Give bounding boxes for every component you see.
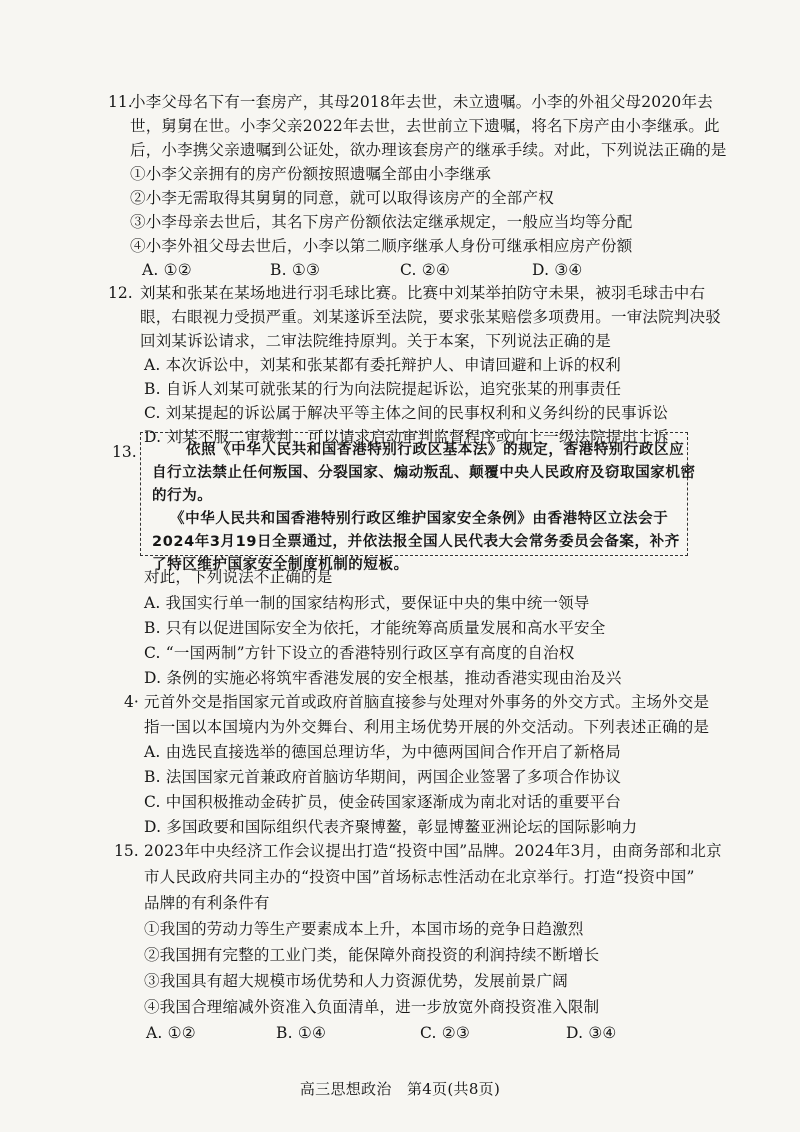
option-d[interactable]: D. ③④ (532, 261, 583, 279)
option-a[interactable]: A. 我国实行单一制的国家结构形式，要保证中央的集中统一领导 (144, 594, 590, 612)
option-a[interactable]: A. 本次诉讼中，刘某和张某都有委托辩护人、申请回避和上诉的权利 (144, 356, 621, 374)
option-c[interactable]: C. 刘某提起的诉讼属于解决平等主体之间的民事权利和义务纠纷的民事诉讼 (144, 404, 669, 422)
question-number: 11. (108, 93, 133, 111)
question-text-line: 刘某和张某在某场地进行羽毛球比赛。比赛中刘某举拍防守未果，被羽毛球击中右 (140, 284, 706, 302)
option-c[interactable]: C. ②③ (420, 1024, 470, 1042)
question-number: 13. (112, 443, 137, 461)
page-footer: 高三思想政治 第4页(共8页) (299, 1080, 501, 1098)
option-c[interactable]: C. ②④ (400, 261, 450, 279)
statement-2: ②小李无需取得其舅舅的同意，就可以取得该房产的全部产权 (130, 189, 554, 207)
statement-1: ①小李父亲拥有的房产份额按照遗嘱全部由小李继承 (130, 165, 492, 183)
question-text-line: 品牌的有利条件有 (144, 894, 270, 912)
option-c[interactable]: C. “一国两制”方针下设立的香港特别行政区享有高度的自治权 (144, 644, 575, 662)
question-text-line: 后，小李携父亲遗嘱到公证处，欲办理该套房产的继承手续。对此，下列说法正确的是 (130, 141, 727, 159)
statement-4: ④我国合理缩减外资准入负面清单，进一步放宽外商投资准入限制 (144, 998, 600, 1016)
option-b[interactable]: B. 法国国家元首兼政府首脑访华期间，两国企业签署了多项合作协议 (144, 768, 622, 786)
statement-3: ③我国具有超大规模市场优势和人力资源优势，发展前景广阔 (144, 972, 568, 990)
option-d[interactable]: D. 条例的实施必将筑牢香港发展的安全根基，推动香港实现由治及兴 (144, 669, 622, 687)
question-text-line: 世，舅舅在世。小李父亲2022年去世，去世前立下遗嘱，将名下房产由小李继承。此 (130, 117, 720, 135)
statement-2: ②我国拥有完整的工业门类，能保障外商投资的利润持续不断增长 (144, 946, 600, 964)
question-number: 15. (114, 842, 139, 860)
quote-line: 了特区维护国家安全制度机制的短板。 (152, 557, 409, 573)
question-text-line: 眼，右眼视力受损严重。刘某遂诉至法院，要求张某赔偿多项费用。一审法院判决驳 (140, 308, 721, 326)
options-row (142, 260, 583, 280)
statement-4: ④小李外祖父母去世后，小李以第二顺序继承人身份可继承相应房产份额 (130, 237, 633, 255)
option-a[interactable]: A. ①② (142, 261, 192, 279)
option-a[interactable]: A. 由选民直接选举的德国总理访华，为中德两国间合作开启了新格局 (144, 743, 621, 761)
question-text-line: 对此，下列说法不正确的是 (144, 568, 333, 586)
question-text-line: 指一国以本国境内为外交舞台、利用主场优势开展的外交活动。下列表述正确的是 (144, 718, 710, 736)
quote-line: 依照《中华人民共和国香港特别行政区基本法》的规定，香港特别行政区应 (186, 442, 685, 458)
question-text-line: 小李父母名下有一套房产，其母2018年去世，未立遗嘱。小李的外祖父母2020年去 (130, 93, 713, 111)
option-a[interactable]: A. ①② (146, 1024, 196, 1042)
quote-line: 2024年3月19日全票通过，并依法报全国人民代表大会常务委员会备案，补齐 (152, 534, 680, 550)
option-d[interactable]: D. 多国政要和国际组织代表齐聚博鳌，彰显博鳌亚洲论坛的国际影响力 (144, 818, 638, 836)
question-text-line: 元首外交是指国家元首或政府首脑直接参与处理对外事务的外交方式。主场外交是 (144, 693, 710, 711)
question-text-line: 回刘某诉讼请求，二审法院维持原判。关于本案，下列说法正确的是 (140, 332, 612, 350)
statement-1: ①我国的劳动力等生产要素成本上升，本国市场的竞争日趋激烈 (144, 920, 584, 938)
quote-line: 的行为。 (152, 488, 213, 504)
option-c[interactable]: C. 中国积极推动金砖扩员，使金砖国家逐渐成为南北对话的重要平台 (144, 793, 622, 811)
statement-3: ③小李母亲去世后，其名下房产份额依法定继承规定，一般应当均等分配 (130, 213, 633, 231)
options-row (146, 1023, 617, 1043)
question-number: 12. (108, 284, 133, 302)
option-d[interactable]: D. 刘某不服二审裁判，可以请求启动审判监督程序或向上一级法院提出上诉 (144, 428, 669, 446)
question-text-line: 市人民政府共同主办的“投资中国”首场标志性活动在北京举行。打造“投资中国” (144, 868, 695, 886)
option-d[interactable]: D. ③④ (566, 1024, 617, 1042)
question-number: 4· (124, 693, 139, 711)
option-b[interactable]: B. ①④ (276, 1024, 327, 1042)
option-b[interactable]: B. 自诉人刘某可就张某的行为向法院提起诉讼，追究张某的刑事责任 (144, 380, 622, 398)
option-b[interactable]: B. 只有以促进国际安全为依托，才能统筹高质量发展和高水平安全 (144, 619, 606, 637)
quote-line: 自行立法禁止任何叛国、分裂国家、煽动叛乱、颠覆中央人民政府及窃取国家机密 (152, 465, 696, 481)
quote-line: 《中华人民共和国香港特别行政区维护国家安全条例》由香港特区立法会于 (170, 511, 669, 527)
option-b[interactable]: B. ①③ (270, 261, 321, 279)
question-text-line: 2023年中央经济工作会议提出打造“投资中国”品牌。2024年3月，由商务部和北京 (144, 842, 722, 860)
